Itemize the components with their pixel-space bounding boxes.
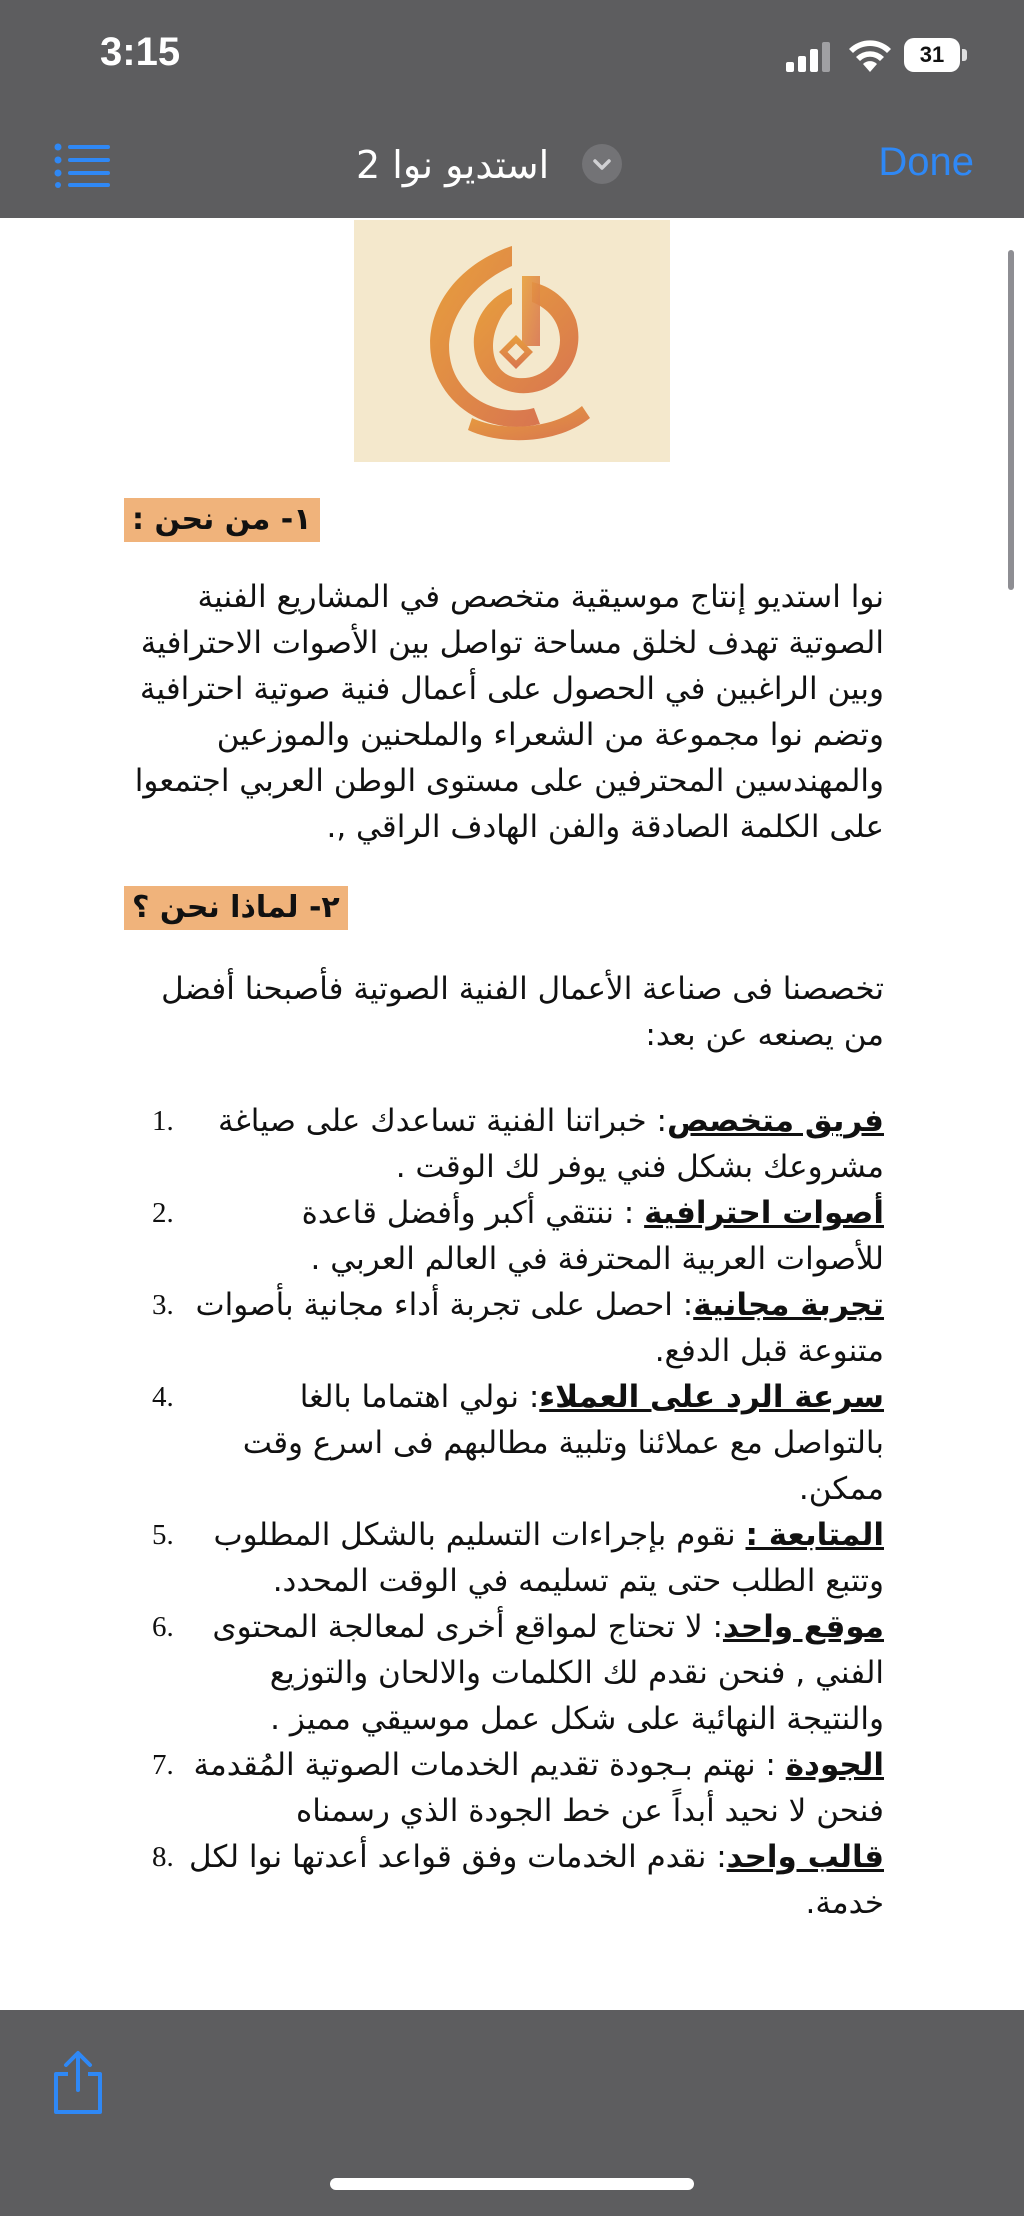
list-text: : ننتقي أكبر وأفضل قاعدة للأصوات العربية المحترفة في العالم العربي . (301, 1195, 884, 1277)
list-term: المتابعة : (745, 1517, 884, 1553)
document-page[interactable] (0, 218, 1024, 2010)
list-term: سرعة الرد على العملاء (539, 1379, 884, 1415)
list-term: فريق متخصص (667, 1103, 884, 1139)
list-number: 4. (152, 1381, 174, 1413)
list-number: 7. (152, 1749, 174, 1781)
list-item (124, 1512, 904, 1604)
list-text: : لا تحتاج لمواقع أخرى لمعالجة المحتوى الفني , فنحن نقدم لك الكلمات والالحان والتوزيع والنتيجة النهائية على شكل عمل موسيقي مميز . (212, 1609, 884, 1737)
status-time: 3:15 (100, 30, 181, 74)
list-term: موقع واحد (722, 1609, 884, 1645)
list-term: أصوات احترافية (644, 1195, 884, 1231)
list-text: : خبراتنا الفنية تساعدك على صياغة مشروعك بشكل فني يوفر لك الوقت . (217, 1103, 884, 1185)
list-icon[interactable] (54, 142, 110, 188)
chevron-down-icon (582, 144, 622, 184)
section-body-about: نوا استديو إنتاج موسيقية متخصص في المشاريع الفنية الصوتية تهدف لخلق مساحة تواصل بين الأصوات الاحترافية وبين الراغبين في الحصول على أعمال فنية صوتية احترافية وتضم نوا مجموعة من الشعراء والملحنين والموزعين والمهندسين المحترفين على مستوى الوطن العربي اجتمعوا على الكلمة الصادقة والفن الهادف الراقي ,. (134, 579, 884, 845)
done-button[interactable]: Done (878, 140, 974, 184)
list-item (124, 1834, 904, 1926)
list-item (124, 1098, 904, 1190)
list-text: : نقدم الخدمات وفق قواعد أعدتها نوا لكل خدمة. (188, 1839, 884, 1921)
list-number: 1. (152, 1105, 174, 1137)
list-text: : نهتم بـجودة تقديم الخدمات الصوتية المُقدمة فنحن لا نحيد أبداً عن خط الجودة الذي رسمناه (193, 1747, 884, 1829)
list-number: 2. (152, 1197, 174, 1229)
logo-image (354, 220, 670, 462)
wifi-icon (848, 38, 892, 72)
scroll-indicator[interactable] (1008, 250, 1014, 590)
list-term: قالب واحد (726, 1839, 884, 1875)
document-title[interactable] (356, 136, 549, 194)
cellular-signal-icon (786, 42, 834, 72)
list-number: 8. (152, 1841, 174, 1873)
list-text: : نولي اهتماما بالغا بالتواصل مع عملائنا وتلبية مطالبهم فى اسرع وقت ممكن. (242, 1379, 884, 1507)
list-item (124, 1604, 904, 1742)
list-number: 6. (152, 1611, 174, 1643)
battery-icon (904, 38, 968, 72)
list-term: الجودة (785, 1747, 884, 1783)
home-indicator[interactable] (330, 2178, 694, 2190)
list-number: 3. (152, 1289, 174, 1321)
share-icon[interactable] (50, 2050, 106, 2116)
nawa-logo-icon (412, 236, 612, 446)
title-menu-button[interactable] (582, 144, 622, 184)
list-item (124, 1190, 904, 1282)
list-term: تجربة مجانية (693, 1287, 884, 1323)
section-heading-about: ١- من نحن : (124, 498, 320, 542)
list-item (124, 1374, 904, 1512)
section-heading-why: ٢- لماذا نحن ؟ (124, 886, 348, 930)
features-list (124, 1098, 904, 1926)
list-text: : احصل على تجربة أداء مجانية بأصوات متنوعة قبل الدفع. (195, 1287, 884, 1369)
section-body-why: تخصصنا فى صناعة الأعمال الفنية الصوتية فأصبحنا أفضل من يصنعه عن بعد: (161, 971, 884, 1053)
nav-bar (0, 112, 1024, 218)
list-item (124, 1282, 904, 1374)
list-number: 5. (152, 1519, 174, 1551)
status-bar (0, 0, 1024, 112)
list-item (124, 1742, 904, 1834)
list-text: نقوم بإجراءات التسليم بالشكل المطلوب وتتبع الطلب حتى يتم تسليمه في الوقت المحدد. (213, 1517, 884, 1599)
battery-level: 31 (904, 38, 960, 72)
document-title-text: استديو نوا 2 (356, 143, 550, 187)
